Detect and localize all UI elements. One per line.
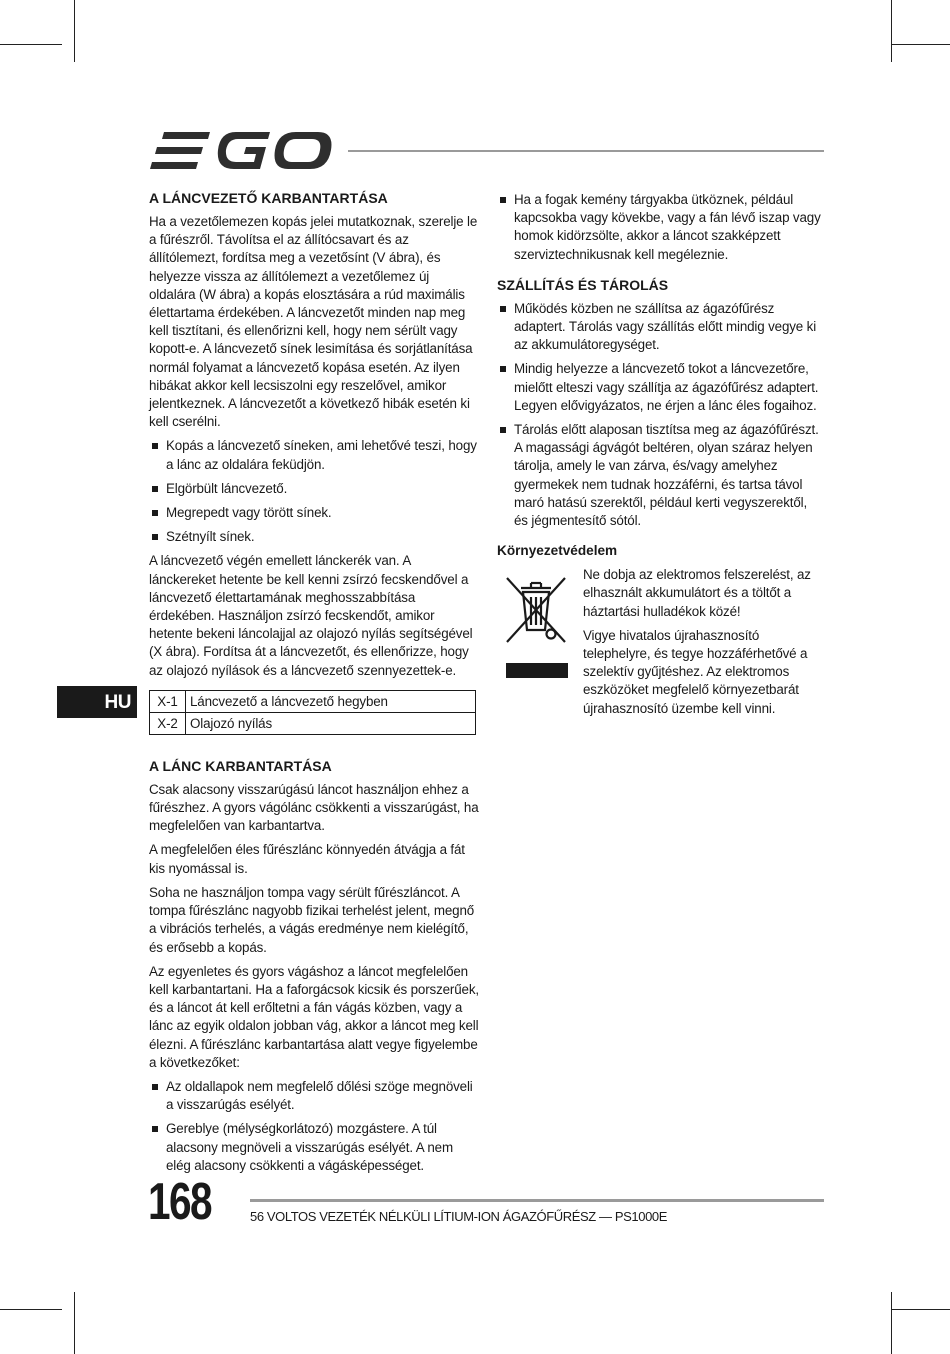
paragraph: Soha ne használjon tompa vagy sérült fűrészláncot. A tompa fűrészlánc nagyobb fizikai terhelést jelent, megnő a vibrációs terhelés, a vágás eredménye nem kielégítő, és erősebb a kopás.	[149, 884, 475, 955]
bin-underline-bar	[506, 663, 568, 678]
ego-logo	[150, 130, 332, 172]
heading-guide-bar-maintenance: A LÁNCVEZETŐ KARBANTARTÁSA	[149, 190, 388, 206]
paragraph: Az egyenletes és gyors vágáshoz a láncot megfelelően kell karbantartani. Ha a faforgácsok kicsik és porszerűek, és a láncot át kell erőltetni a fán vágás közben, vagy a lánc az egyik oldalon jobban vág, akkor a láncot meg kell élezni. A fűrészlánc karbantartása alatt vegye figyelembe a következőket:	[149, 963, 479, 1070]
language-code: HU	[104, 692, 131, 713]
bullet-list	[149, 437, 479, 546]
crop-mark	[74, 0, 75, 62]
list-item: Elgörbült láncvezető.	[149, 480, 479, 498]
table-row	[150, 690, 476, 712]
list-item: Szétnyílt sínek.	[149, 528, 479, 546]
list-item: Mindig helyezze a láncvezető tokot a láncvezetőre, mielőtt elteszi vagy szállítja az ágazófűrész adaptert. Legyen elővigyázatos, ne érjen a lánc éles fogaihoz.	[497, 360, 824, 415]
right-column	[497, 191, 824, 724]
language-tab	[57, 686, 137, 718]
crop-mark	[891, 1309, 950, 1310]
heading-chain-maintenance: A LÁNC KARBANTARTÁSA	[149, 757, 332, 774]
crop-mark	[891, 44, 950, 45]
list-item: Megrepedt vagy törött sínek.	[149, 504, 479, 522]
figure-legend-table	[149, 690, 476, 735]
footer-rule	[250, 1199, 824, 1202]
bullet-list	[497, 300, 824, 530]
list-item: Kopás a láncvezető síneken, ami lehetővé teszi, hogy a lánc az oldalára feküdjön.	[149, 437, 479, 473]
crop-mark	[0, 44, 62, 45]
crop-mark	[891, 1292, 892, 1354]
legend-key: X-2	[150, 712, 186, 734]
heading-environment: Környezetvédelem	[497, 543, 618, 559]
page-number: 168	[148, 1173, 211, 1231]
left-column	[149, 189, 479, 1181]
paragraph: A láncvezető végén emellett lánckerék van. A lánckereket hetente be kell kenni zsírzó fecskendővel a láncvezető élettartamának meghosszabbítása érdekében. Használjon zsírzó fecskendőt, amikor hetente bekeni láncolajjal az olajozó nyílás segítségével (X ábra). Fordítsa át a láncvezetőt, és ellenőrizze, hogy az olajozó nyílások és a láncvezető szennyezettek-e.	[149, 553, 473, 678]
header-rule	[348, 150, 824, 152]
environment-text	[577, 566, 824, 724]
table-row	[150, 712, 476, 734]
crossed-out-wheelie-bin-icon	[497, 566, 577, 724]
list-item: Gereblye (mélységkorlátozó) mozgástere. A túl alacsony megnöveli a visszarúgás esélyét. A nem elég alacsony csökkenti a vágásképességet.	[149, 1120, 479, 1175]
list-item: Tárolás előtt alaposan tisztítsa meg az ágazófűrészt. A magassági ágvágót beltéren, olyan száraz helyen tárolja, amely le van zárva, és/vagy amelyhez gyermekek nem tudnak hozzáférni, és tartsa távol maró hatású szerektől, például kerti vegyszerektől, és jégmentesítő sótól.	[497, 421, 824, 530]
paragraph: Csak alacsony visszarúgású láncot használjon ehhez a fűrészhez. A gyors vágólánc csökkenti a visszarúgást, ha megfelelően van karbantartva.	[149, 781, 479, 834]
crop-mark	[74, 1292, 75, 1354]
paragraph: A megfelelően éles fűrészlánc könnyedén átvágja a fát kis nyomással is.	[149, 842, 465, 876]
paragraph: Ha a vezetőlemezen kopás jelei mutatkoznak, szerelje le a fűrészről. Távolítsa el az állítócsavart és az állítólemezt, fordítsa meg a vezetősínt (V ábra), és helyezze vissza az állítólemezt a vezetőlemez új oldalára (W ábra) a kopás elosztására a rúd maximális élettartama érdekében. A láncvezetőt minden nap meg kell tisztítani, és ellenőrizni kell, hogy nem sérült vagy kopott-e. A láncvezető sínek lesimítása és sorjátlanítása normál folyamat a láncvezető kopása esetén. Az ilyen hibákat akkor kell lecsiszolni egy reszelővel, amikor jelentkeznek. A láncvezetőt a következő hibák esetén ki kell cserélni.	[149, 214, 478, 430]
legend-label: Láncvezető a láncvezető hegyben	[186, 690, 476, 712]
footer-title: 56 VOLTOS VEZETÉK NÉLKÜLI LÍTIUM-ION ÁGAZÓFŰRÉSZ — PS1000E	[250, 1209, 667, 1224]
list-item: Működés közben ne szállítsa az ágazófűrész adaptert. Tárolás vagy szállítás előtt mindig vegye ki az akkumulátoregységet.	[497, 300, 824, 355]
paragraph: Vigye hivatalos újrahasznosító telephelyre, és tegye hozzáférhetővé a szelektív gyűjtéshez. Az elektromos eszközöket megfelelő környezetbarát újrahasznosító üzembe kell vinni.	[583, 627, 808, 716]
list-item: Ha a fogak kemény tárgyakba ütköznek, például kapcsokba vagy kövekbe, vagy a fán lévő iszap vagy homok kidörzsölte, akkor a láncot szakképzett szerviztechnikusnak kell megéleznie.	[497, 191, 824, 264]
environment-block	[497, 566, 824, 724]
legend-label: Olajozó nyílás	[186, 712, 476, 734]
crop-mark	[0, 1309, 62, 1310]
heading-transport-storage: SZÁLLÍTÁS ÉS TÁROLÁS	[497, 276, 669, 293]
crop-mark	[891, 0, 892, 62]
legend-key: X-1	[150, 690, 186, 712]
paragraph: Ne dobja az elektromos felszerelést, az elhasznált akkumulátort és a töltőt a háztartási hulladékok közé!	[583, 567, 811, 619]
bullet-list	[497, 191, 824, 264]
bullet-list	[149, 1078, 479, 1175]
list-item: Az oldallapok nem megfelelő dőlési szöge megnöveli a visszarúgás esélyét.	[149, 1078, 479, 1114]
